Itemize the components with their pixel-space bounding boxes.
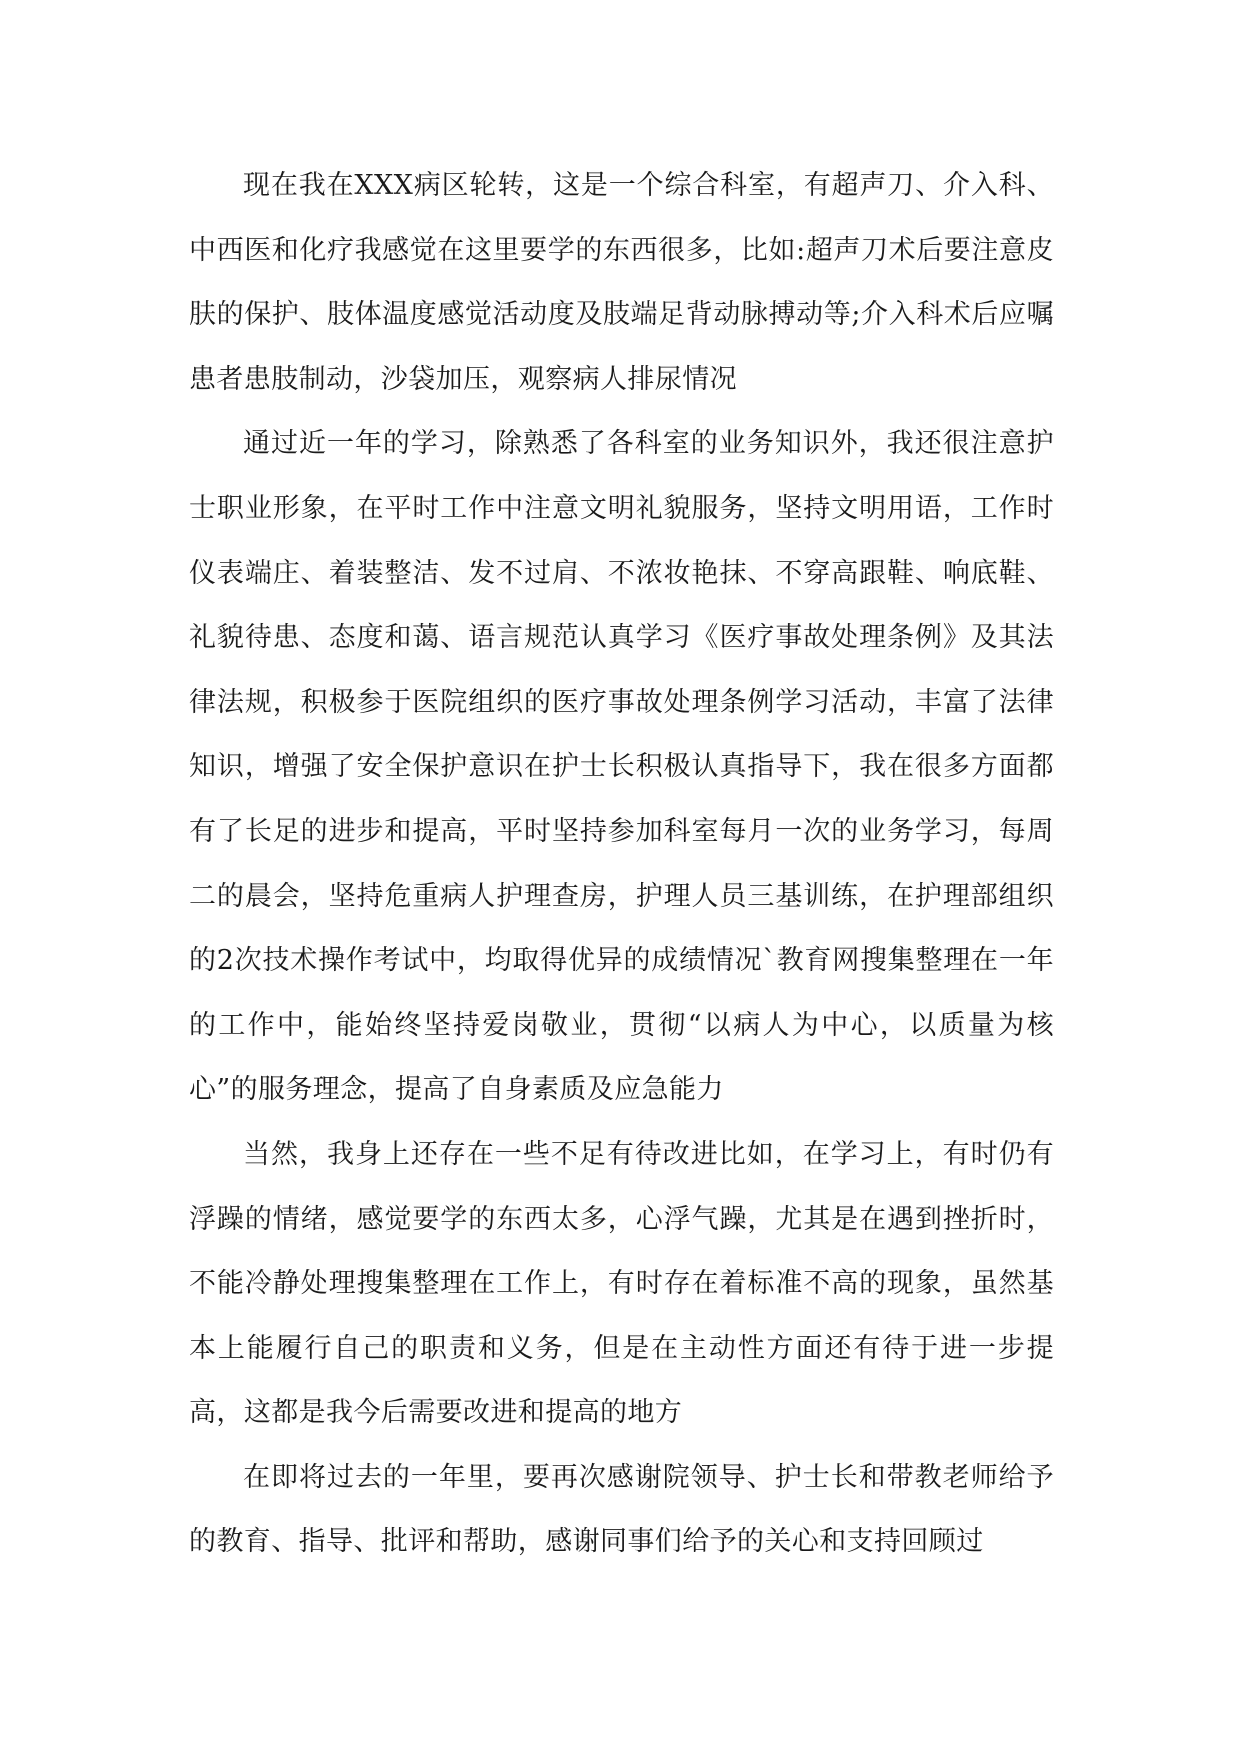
paragraph-thanks: 在即将过去的一年里，要再次感谢院领导、护士长和带教老师给予的教育、指导、批评和帮助，感谢同事们给予的关心和支持回顾过 [189,1461,1054,1558]
paragraph-rotation: 现在我在XXX病区轮转，这是一个综合科室，有超声刀、介入科、中西医和化疗我感觉在这里要学的东西很多，比如:超声刀术后要注意皮肤的保护、肢体温度感觉活动度及肢端足背动脉搏动等;介入科术后应嘱患者患肢制动，沙袋加压，观察病人排尿情况 [189,170,1054,395]
document-body [189,154,1054,1575]
paragraph-shortcomings: 当然，我身上还存在一些不足有待改进比如，在学习上，有时仍有浮躁的情绪，感觉要学的东西太多，心浮气躁，尤其是在遇到挫折时，不能冷静处理搜集整理在工作上，有时存在着标准不高的现象，虽然基本上能履行自己的职责和义务，但是在主动性方面还有待于进一步提高，这都是我今后需要改进和提高的地方 [189,1138,1054,1429]
paragraph-learning: 通过近一年的学习，除熟悉了各科室的业务知识外，我还很注意护士职业形象，在平时工作中注意文明礼貌服务，坚持文明用语，工作时仪表端庄、着装整洁、发不过肩、不浓妆艳抹、不穿高跟鞋、响底鞋、礼貌待患、态度和蔼、语言规范认真学习《医疗事故处理条例》及其法律法规，积极参于医院组织的医疗事故处理条例学习活动，丰富了法律知识，增强了安全保护意识在护士长积极认真指导下，我在很多方面都有了长足的进步和提高，平时坚持参加科室每月一次的业务学习，每周二的晨会，坚持危重病人护理查房，护理人员三基训练，在护理部组织的2次技术操作考试中，均取得优异的成绩情况`教育网搜集整理在一年的工作中，能始终坚持爱岗敬业，贯彻“以病人为中心，以质量为核心”的服务理念，提高了自身素质及应急能力 [189,428,1054,1106]
